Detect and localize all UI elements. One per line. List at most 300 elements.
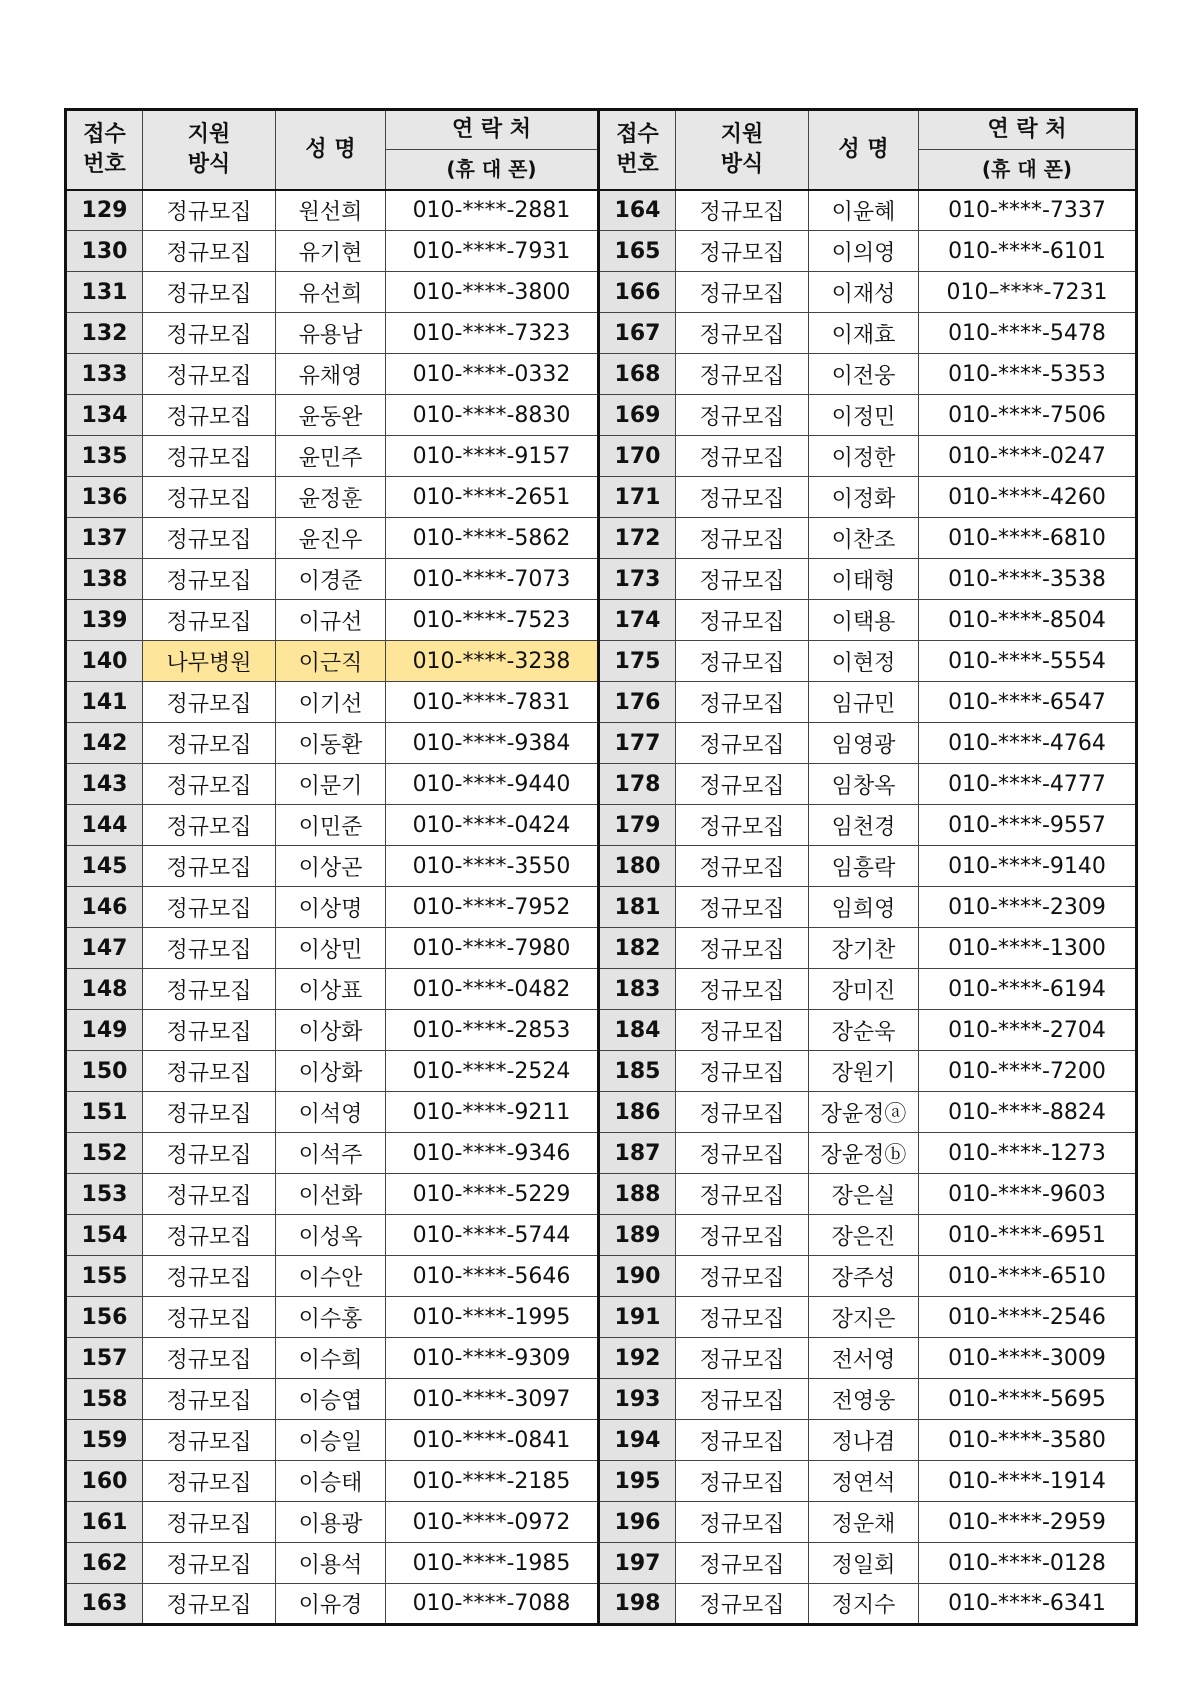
- applicant-name: 이상화: [276, 1051, 386, 1092]
- phone-number: 010-****-1995: [386, 1297, 599, 1338]
- applicant-name: 장윤정ⓐ: [809, 1092, 919, 1133]
- receipt-number: 135: [66, 436, 143, 477]
- phone-number: 010-****-3800: [386, 272, 599, 313]
- application-method: 정규모집: [143, 1502, 276, 1543]
- applicant-name: 정연석: [809, 1461, 919, 1502]
- application-method: 정규모집: [143, 1584, 276, 1625]
- applicant-name: 장미진: [809, 969, 919, 1010]
- phone-number: 010-****-9603: [919, 1174, 1137, 1215]
- applicant-name: 이경준: [276, 559, 386, 600]
- phone-number: 010-****-3538: [919, 559, 1137, 600]
- phone-number: 010-****-9440: [386, 764, 599, 805]
- receipt-number: 177: [599, 723, 676, 764]
- table-body: [66, 190, 1137, 1625]
- table-row: [66, 928, 1137, 969]
- table-row: [66, 1461, 1137, 1502]
- applicant-name: 정나겸: [809, 1420, 919, 1461]
- table-row: [66, 1174, 1137, 1215]
- applicant-name: 이유경: [276, 1584, 386, 1625]
- application-method: 정규모집: [676, 395, 809, 436]
- phone-number: 010-****-8824: [919, 1092, 1137, 1133]
- application-method: 정규모집: [143, 1297, 276, 1338]
- receipt-number: 138: [66, 559, 143, 600]
- phone-number: 010–****-7231: [919, 272, 1137, 313]
- phone-number: 010-****-2959: [919, 1502, 1137, 1543]
- application-method: 정규모집: [676, 313, 809, 354]
- phone-number: 010-****-8504: [919, 600, 1137, 641]
- application-method: 정규모집: [143, 1051, 276, 1092]
- table-row: [66, 1256, 1137, 1297]
- applicant-name: 이윤혜: [809, 190, 919, 231]
- applicant-name: 이용광: [276, 1502, 386, 1543]
- applicant-name: 유선희: [276, 272, 386, 313]
- application-method: 정규모집: [676, 723, 809, 764]
- header-contact: 연 락 처: [919, 110, 1137, 150]
- receipt-number: 163: [66, 1584, 143, 1625]
- table-row: [66, 682, 1137, 723]
- receipt-number: 137: [66, 518, 143, 559]
- receipt-number: 165: [599, 231, 676, 272]
- table-row: [66, 1338, 1137, 1379]
- applicant-name: 이의영: [809, 231, 919, 272]
- receipt-number: 162: [66, 1543, 143, 1584]
- phone-number: 010-****-9384: [386, 723, 599, 764]
- application-method: 정규모집: [143, 1092, 276, 1133]
- applicant-name: 이민준: [276, 805, 386, 846]
- application-method: 정규모집: [676, 1584, 809, 1625]
- receipt-number: 160: [66, 1461, 143, 1502]
- receipt-number: 148: [66, 969, 143, 1010]
- application-method: 정규모집: [143, 272, 276, 313]
- application-method: 정규모집: [143, 600, 276, 641]
- application-method: 정규모집: [143, 190, 276, 231]
- phone-number: 010-****-5862: [386, 518, 599, 559]
- receipt-number: 197: [599, 1543, 676, 1584]
- table-row: [66, 805, 1137, 846]
- applicant-name: 이태형: [809, 559, 919, 600]
- receipt-number: 191: [599, 1297, 676, 1338]
- applicant-table: [64, 108, 1138, 1626]
- application-method: 정규모집: [676, 272, 809, 313]
- receipt-number: 159: [66, 1420, 143, 1461]
- application-method: 정규모집: [143, 436, 276, 477]
- receipt-number: 192: [599, 1338, 676, 1379]
- phone-number: 010-****-9140: [919, 846, 1137, 887]
- application-method: 정규모집: [676, 600, 809, 641]
- applicant-name: 정운채: [809, 1502, 919, 1543]
- receipt-number: 129: [66, 190, 143, 231]
- phone-number: 010-****-2309: [919, 887, 1137, 928]
- applicant-name: 유용남: [276, 313, 386, 354]
- phone-number: 010-****-6341: [919, 1584, 1137, 1625]
- table-row: [66, 1092, 1137, 1133]
- table-row: [66, 1420, 1137, 1461]
- table-row: [66, 436, 1137, 477]
- phone-number: 010-****-5478: [919, 313, 1137, 354]
- receipt-number: 196: [599, 1502, 676, 1543]
- application-method: 정규모집: [676, 559, 809, 600]
- applicant-name: 장주성: [809, 1256, 919, 1297]
- application-method: 정규모집: [676, 764, 809, 805]
- phone-number: 010-****-6510: [919, 1256, 1137, 1297]
- phone-number: 010-****-7931: [386, 231, 599, 272]
- applicant-name: 윤진우: [276, 518, 386, 559]
- applicant-name: 장은실: [809, 1174, 919, 1215]
- phone-number: 010-****-9557: [919, 805, 1137, 846]
- receipt-number: 185: [599, 1051, 676, 1092]
- application-method: 정규모집: [143, 969, 276, 1010]
- receipt-number: 141: [66, 682, 143, 723]
- applicant-name: 이동환: [276, 723, 386, 764]
- receipt-number: 164: [599, 190, 676, 231]
- receipt-number: 181: [599, 887, 676, 928]
- application-method: 정규모집: [143, 1215, 276, 1256]
- phone-number: 010-****-4777: [919, 764, 1137, 805]
- application-method: 정규모집: [676, 1092, 809, 1133]
- application-method: 정규모집: [676, 1379, 809, 1420]
- applicant-name: 유기현: [276, 231, 386, 272]
- receipt-number: 174: [599, 600, 676, 641]
- applicant-name: 장원기: [809, 1051, 919, 1092]
- receipt-number: 184: [599, 1010, 676, 1051]
- application-method: 정규모집: [676, 354, 809, 395]
- applicant-name: 정일회: [809, 1543, 919, 1584]
- applicant-name: 이찬조: [809, 518, 919, 559]
- phone-number: 010-****-3238: [386, 641, 599, 682]
- application-method: 정규모집: [143, 1174, 276, 1215]
- receipt-number: 169: [599, 395, 676, 436]
- applicant-name: 이정민: [809, 395, 919, 436]
- table-row: [66, 1010, 1137, 1051]
- receipt-number: 149: [66, 1010, 143, 1051]
- phone-number: 010-****-0482: [386, 969, 599, 1010]
- application-method: 정규모집: [143, 559, 276, 600]
- receipt-number: 173: [599, 559, 676, 600]
- application-method: 정규모집: [143, 1010, 276, 1051]
- applicant-name: 이상곤: [276, 846, 386, 887]
- applicant-name: 윤동완: [276, 395, 386, 436]
- receipt-number: 189: [599, 1215, 676, 1256]
- receipt-number: 151: [66, 1092, 143, 1133]
- applicant-name: 임희영: [809, 887, 919, 928]
- phone-number: 010-****-3550: [386, 846, 599, 887]
- applicant-name: 임흥락: [809, 846, 919, 887]
- application-method: 정규모집: [143, 1256, 276, 1297]
- table-row: [66, 190, 1137, 231]
- application-method: 정규모집: [143, 928, 276, 969]
- applicant-name: 장윤정ⓑ: [809, 1133, 919, 1174]
- phone-number: 010-****-3009: [919, 1338, 1137, 1379]
- applicant-name: 임창옥: [809, 764, 919, 805]
- header-method: 지원 방식: [676, 110, 809, 190]
- table-row: [66, 1584, 1137, 1625]
- applicant-name: 장은진: [809, 1215, 919, 1256]
- application-method: 정규모집: [676, 969, 809, 1010]
- applicant-name: 임규민: [809, 682, 919, 723]
- phone-number: 010-****-7980: [386, 928, 599, 969]
- receipt-number: 183: [599, 969, 676, 1010]
- application-method: 정규모집: [676, 1420, 809, 1461]
- receipt-number: 154: [66, 1215, 143, 1256]
- phone-number: 010-****-7506: [919, 395, 1137, 436]
- applicant-name: 이승태: [276, 1461, 386, 1502]
- applicant-name: 이선화: [276, 1174, 386, 1215]
- applicant-name: 이규선: [276, 600, 386, 641]
- receipt-number: 171: [599, 477, 676, 518]
- phone-number: 010-****-5229: [386, 1174, 599, 1215]
- applicant-name: 이현정: [809, 641, 919, 682]
- receipt-number: 145: [66, 846, 143, 887]
- applicant-name: 이재성: [809, 272, 919, 313]
- receipt-number: 134: [66, 395, 143, 436]
- table-row: [66, 231, 1137, 272]
- applicant-name: 이상표: [276, 969, 386, 1010]
- table-row: [66, 764, 1137, 805]
- application-method: 정규모집: [676, 231, 809, 272]
- applicant-name: 임천경: [809, 805, 919, 846]
- application-method: 정규모집: [143, 231, 276, 272]
- application-method: 정규모집: [143, 682, 276, 723]
- receipt-number: 131: [66, 272, 143, 313]
- application-method: 정규모집: [143, 354, 276, 395]
- receipt-number: 180: [599, 846, 676, 887]
- application-method: 정규모집: [143, 518, 276, 559]
- phone-number: 010-****-7831: [386, 682, 599, 723]
- application-method: 정규모집: [676, 518, 809, 559]
- table-row: [66, 723, 1137, 764]
- application-method: 정규모집: [143, 1379, 276, 1420]
- applicant-name: 원선희: [276, 190, 386, 231]
- application-method: 정규모집: [676, 928, 809, 969]
- receipt-number: 142: [66, 723, 143, 764]
- applicant-name: 윤민주: [276, 436, 386, 477]
- applicant-name: 장순욱: [809, 1010, 919, 1051]
- receipt-number: 179: [599, 805, 676, 846]
- receipt-number: 144: [66, 805, 143, 846]
- phone-number: 010-****-0424: [386, 805, 599, 846]
- phone-number: 010-****-7323: [386, 313, 599, 354]
- application-method: 나무병원: [143, 641, 276, 682]
- phone-number: 010-****-2546: [919, 1297, 1137, 1338]
- applicant-name: 이수안: [276, 1256, 386, 1297]
- applicant-name: 이승엽: [276, 1379, 386, 1420]
- table-row: [66, 887, 1137, 928]
- applicant-name: 이상명: [276, 887, 386, 928]
- application-method: 정규모집: [676, 1133, 809, 1174]
- receipt-number: 167: [599, 313, 676, 354]
- receipt-number: 176: [599, 682, 676, 723]
- header-receipt-no: 접수 번호: [66, 110, 143, 190]
- header-method: 지원 방식: [143, 110, 276, 190]
- application-method: 정규모집: [676, 436, 809, 477]
- receipt-number: 194: [599, 1420, 676, 1461]
- application-method: 정규모집: [676, 846, 809, 887]
- table-row: [66, 313, 1137, 354]
- table-row: [66, 477, 1137, 518]
- applicant-name: 이전웅: [809, 354, 919, 395]
- application-method: 정규모집: [676, 1297, 809, 1338]
- receipt-number: 157: [66, 1338, 143, 1379]
- receipt-number: 150: [66, 1051, 143, 1092]
- applicant-name: 전서영: [809, 1338, 919, 1379]
- phone-number: 010-****-6547: [919, 682, 1137, 723]
- receipt-number: 198: [599, 1584, 676, 1625]
- receipt-number: 193: [599, 1379, 676, 1420]
- applicant-name: 전영웅: [809, 1379, 919, 1420]
- applicant-name: 이석영: [276, 1092, 386, 1133]
- receipt-number: 130: [66, 231, 143, 272]
- phone-number: 010-****-2524: [386, 1051, 599, 1092]
- phone-number: 010-****-1273: [919, 1133, 1137, 1174]
- table-header: [66, 110, 1137, 190]
- phone-number: 010-****-3097: [386, 1379, 599, 1420]
- application-method: 정규모집: [676, 682, 809, 723]
- table-row: [66, 354, 1137, 395]
- phone-number: 010-****-6101: [919, 231, 1137, 272]
- applicant-name: 이수홍: [276, 1297, 386, 1338]
- phone-number: 010-****-5744: [386, 1215, 599, 1256]
- phone-number: 010-****-2704: [919, 1010, 1137, 1051]
- applicant-name: 임영광: [809, 723, 919, 764]
- application-method: 정규모집: [143, 313, 276, 354]
- applicant-name: 이승일: [276, 1420, 386, 1461]
- phone-number: 010-****-0332: [386, 354, 599, 395]
- applicant-name: 이재효: [809, 313, 919, 354]
- application-method: 정규모집: [143, 805, 276, 846]
- phone-number: 010-****-6810: [919, 518, 1137, 559]
- applicant-name: 이정한: [809, 436, 919, 477]
- table-row: [66, 1297, 1137, 1338]
- header-contact-sub: (휴 대 폰): [919, 150, 1137, 190]
- phone-number: 010-****-6194: [919, 969, 1137, 1010]
- table-row: [66, 1543, 1137, 1584]
- applicant-name: 이문기: [276, 764, 386, 805]
- application-method: 정규모집: [676, 1174, 809, 1215]
- receipt-number: 158: [66, 1379, 143, 1420]
- table-row: [66, 1379, 1137, 1420]
- phone-number: 010-****-5353: [919, 354, 1137, 395]
- phone-number: 010-****-9211: [386, 1092, 599, 1133]
- receipt-number: 168: [599, 354, 676, 395]
- receipt-number: 161: [66, 1502, 143, 1543]
- phone-number: 010-****-0841: [386, 1420, 599, 1461]
- receipt-number: 133: [66, 354, 143, 395]
- applicant-name: 이용석: [276, 1543, 386, 1584]
- header-name: 성 명: [276, 110, 386, 190]
- phone-number: 010-****-9309: [386, 1338, 599, 1379]
- table-row: [66, 1051, 1137, 1092]
- table-row: [66, 518, 1137, 559]
- phone-number: 010-****-8830: [386, 395, 599, 436]
- application-method: 정규모집: [676, 1256, 809, 1297]
- receipt-number: 155: [66, 1256, 143, 1297]
- receipt-number: 146: [66, 887, 143, 928]
- receipt-number: 156: [66, 1297, 143, 1338]
- application-method: 정규모집: [143, 1461, 276, 1502]
- phone-number: 010-****-2881: [386, 190, 599, 231]
- receipt-number: 186: [599, 1092, 676, 1133]
- phone-number: 010-****-0247: [919, 436, 1137, 477]
- application-method: 정규모집: [676, 887, 809, 928]
- phone-number: 010-****-4764: [919, 723, 1137, 764]
- application-method: 정규모집: [676, 1215, 809, 1256]
- table-row: [66, 1133, 1137, 1174]
- application-method: 정규모집: [143, 1133, 276, 1174]
- phone-number: 010-****-2185: [386, 1461, 599, 1502]
- receipt-number: 136: [66, 477, 143, 518]
- applicant-name: 이석주: [276, 1133, 386, 1174]
- application-method: 정규모집: [676, 641, 809, 682]
- applicant-name: 이수희: [276, 1338, 386, 1379]
- application-method: 정규모집: [143, 1420, 276, 1461]
- receipt-number: 187: [599, 1133, 676, 1174]
- phone-number: 010-****-7088: [386, 1584, 599, 1625]
- phone-number: 010-****-2853: [386, 1010, 599, 1051]
- phone-number: 010-****-5554: [919, 641, 1137, 682]
- applicant-name: 이근직: [276, 641, 386, 682]
- applicant-name: 이상민: [276, 928, 386, 969]
- table-row: [66, 559, 1137, 600]
- table-row: [66, 272, 1137, 313]
- applicant-name: 정지수: [809, 1584, 919, 1625]
- application-method: 정규모집: [143, 395, 276, 436]
- header-receipt-no: 접수 번호: [599, 110, 676, 190]
- application-method: 정규모집: [143, 477, 276, 518]
- receipt-number: 170: [599, 436, 676, 477]
- application-method: 정규모집: [143, 764, 276, 805]
- phone-number: 010-****-7337: [919, 190, 1137, 231]
- applicant-name: 장기찬: [809, 928, 919, 969]
- phone-number: 010-****-2651: [386, 477, 599, 518]
- application-method: 정규모집: [676, 1051, 809, 1092]
- application-method: 정규모집: [676, 477, 809, 518]
- phone-number: 010-****-0972: [386, 1502, 599, 1543]
- phone-number: 010-****-7523: [386, 600, 599, 641]
- receipt-number: 152: [66, 1133, 143, 1174]
- application-method: 정규모집: [143, 846, 276, 887]
- receipt-number: 188: [599, 1174, 676, 1215]
- phone-number: 010-****-7952: [386, 887, 599, 928]
- receipt-number: 132: [66, 313, 143, 354]
- table-row: [66, 395, 1137, 436]
- phone-number: 010-****-1985: [386, 1543, 599, 1584]
- application-method: 정규모집: [676, 1502, 809, 1543]
- applicant-name: 이택용: [809, 600, 919, 641]
- application-method: 정규모집: [676, 805, 809, 846]
- receipt-number: 143: [66, 764, 143, 805]
- application-method: 정규모집: [676, 1010, 809, 1051]
- application-method: 정규모집: [143, 723, 276, 764]
- phone-number: 010-****-6951: [919, 1215, 1137, 1256]
- receipt-number: 153: [66, 1174, 143, 1215]
- phone-number: 010-****-9157: [386, 436, 599, 477]
- phone-number: 010-****-1914: [919, 1461, 1137, 1502]
- applicant-name: 유채영: [276, 354, 386, 395]
- table-row: [66, 846, 1137, 887]
- header-contact-sub: (휴 대 폰): [386, 150, 599, 190]
- applicant-name: 이상화: [276, 1010, 386, 1051]
- application-method: 정규모집: [143, 887, 276, 928]
- applicant-name: 이기선: [276, 682, 386, 723]
- phone-number: 010-****-7200: [919, 1051, 1137, 1092]
- table-row: [66, 600, 1137, 641]
- applicant-name: 장지은: [809, 1297, 919, 1338]
- applicant-name: 이성옥: [276, 1215, 386, 1256]
- phone-number: 010-****-3580: [919, 1420, 1137, 1461]
- application-method: 정규모집: [676, 1543, 809, 1584]
- table-row: [66, 641, 1137, 682]
- application-method: 정규모집: [143, 1543, 276, 1584]
